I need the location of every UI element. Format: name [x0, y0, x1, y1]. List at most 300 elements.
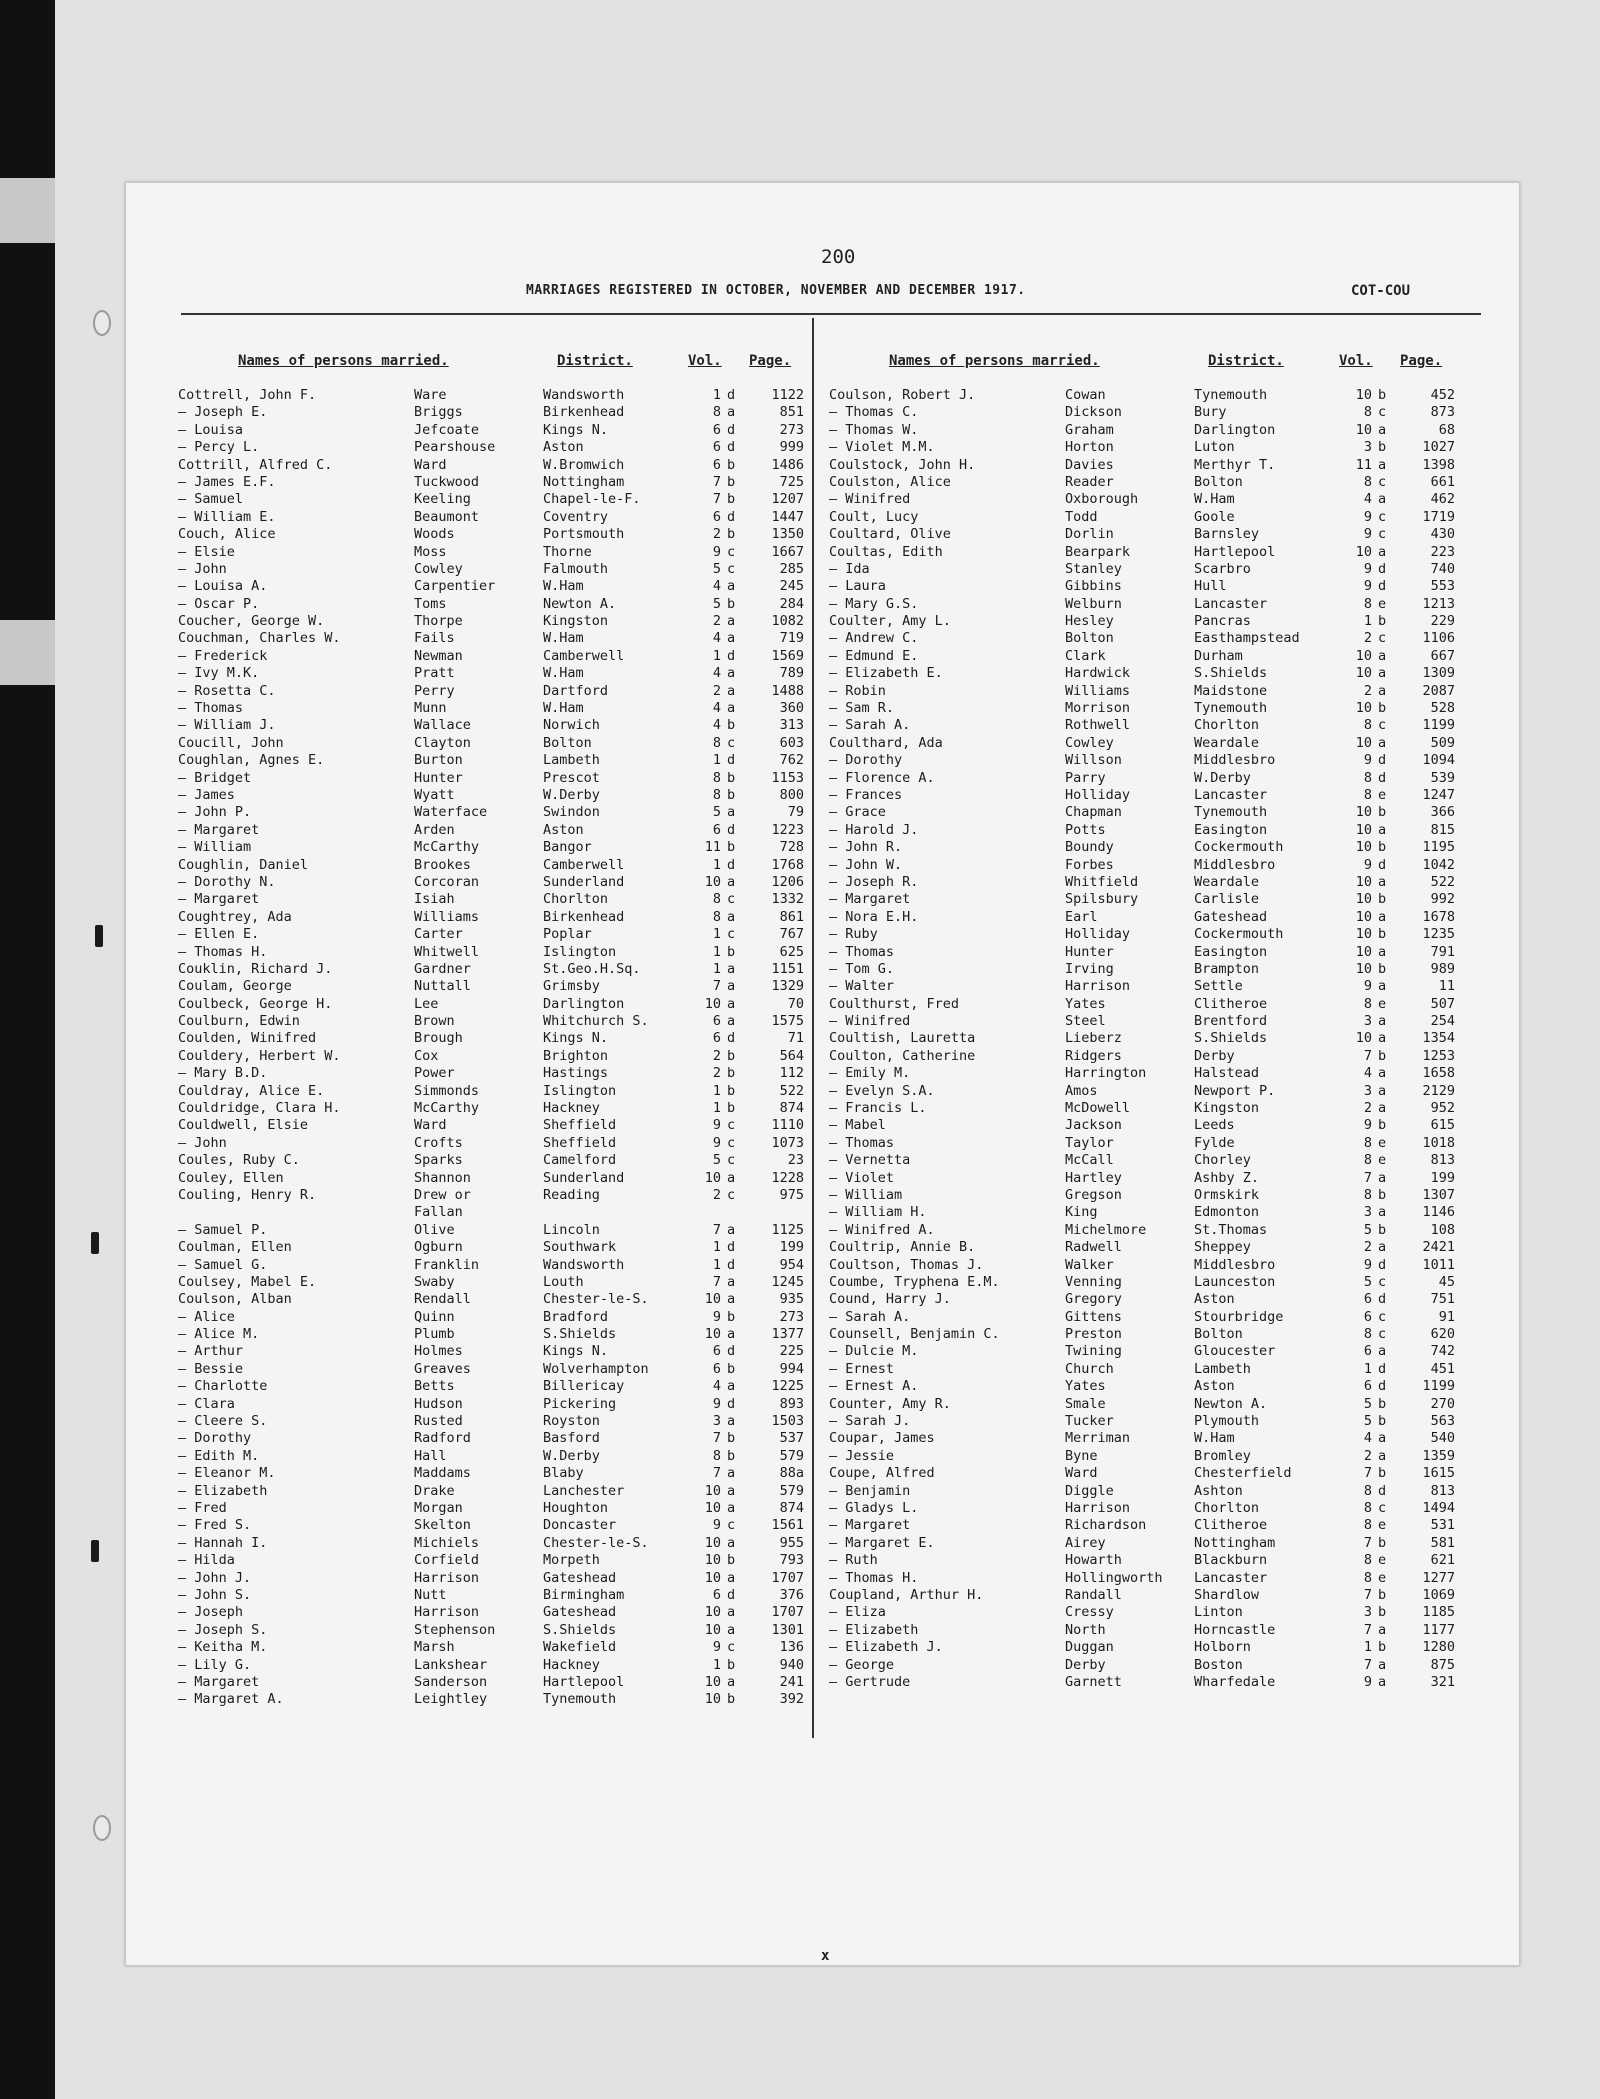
entry-volume-section: c: [1378, 630, 1387, 647]
entry-name: — Francis L.: [829, 1100, 927, 1117]
entry-volume: 1: [1363, 613, 1372, 630]
register-entry: [178, 595, 804, 613]
entry-name: — Hilda: [178, 1552, 235, 1569]
entry-volume-section: d: [727, 821, 736, 838]
entry-name: Coulthurst, Fred: [829, 995, 960, 1012]
entry-volume-section: b: [1378, 1639, 1387, 1656]
entry-volume-section: a: [727, 700, 736, 717]
entry-page: 528: [1430, 700, 1455, 717]
entry-name: — Robin: [829, 682, 886, 699]
entry-district: Camberwell: [543, 856, 625, 873]
entry-page: 767: [779, 926, 804, 943]
entry-volume: 10: [704, 1169, 721, 1186]
register-entry: [829, 821, 1455, 839]
entry-district: Sheppey: [1194, 1239, 1251, 1256]
register-entry: [829, 647, 1455, 665]
entry-district: Basford: [543, 1430, 600, 1447]
entry-page: 1151: [771, 960, 804, 977]
entry-spouse-surname: Tucker: [1065, 1413, 1114, 1430]
entry-volume-section: b: [1378, 1534, 1387, 1551]
entry-page: 861: [779, 908, 804, 925]
entry-page: 462: [1430, 491, 1455, 508]
entry-spouse-surname: Brookes: [414, 856, 471, 873]
entry-volume: 7: [1363, 1534, 1372, 1551]
entry-spouse-surname: Spilsbury: [1065, 891, 1139, 908]
register-entry: [829, 1204, 1455, 1221]
entry-spouse-surname: Amos: [1065, 1082, 1098, 1099]
entry-page: 392: [779, 1691, 804, 1708]
entry-spouse-surname: Gregory: [1065, 1291, 1122, 1308]
entry-spouse-surname: Greaves: [414, 1360, 471, 1377]
entry-volume: 6: [712, 1343, 721, 1360]
entry-page: 742: [1430, 1343, 1455, 1360]
entry-volume-section: e: [1378, 1152, 1387, 1169]
entry-page: 1082: [771, 613, 804, 630]
entry-district: Lambeth: [1194, 1360, 1251, 1377]
entry-spouse-surname: Betts: [414, 1378, 455, 1395]
entry-spouse-surname: Church: [1065, 1360, 1114, 1377]
entry-volume: 9: [712, 1308, 721, 1325]
entry-district: Bradford: [543, 1308, 609, 1325]
entry-volume: 9: [712, 1117, 721, 1134]
entry-spouse-surname: Morrison: [1065, 700, 1131, 717]
entry-volume-section: b: [1378, 700, 1387, 717]
entry-district: Royston: [543, 1413, 600, 1430]
entry-district: Halstead: [1194, 1065, 1260, 1082]
entry-volume: 10: [704, 1326, 721, 1343]
entry-volume-section: b: [727, 1691, 736, 1708]
entry-volume-section: b: [727, 473, 736, 490]
entry-volume: 9: [1363, 978, 1372, 995]
entry-page: 1207: [771, 491, 804, 508]
entry-volume-section: a: [727, 665, 736, 682]
entry-volume: 10: [1355, 421, 1372, 438]
entry-spouse-surname: Bearpark: [1065, 543, 1131, 560]
entry-volume-section: d: [727, 387, 736, 403]
entry-district: W.Derby: [543, 786, 600, 803]
entry-spouse-surname: Fails: [414, 630, 455, 647]
entry-spouse-surname: Holmes: [414, 1343, 463, 1360]
register-entry: [829, 856, 1455, 874]
entry-district: Chorley: [1194, 1152, 1251, 1169]
entry-volume-section: c: [727, 1186, 736, 1203]
register-entry: [829, 1604, 1455, 1621]
entry-volume-section: b: [1378, 1395, 1387, 1412]
entry-volume-section: b: [1378, 1047, 1387, 1064]
entry-page: 1678: [1422, 908, 1455, 925]
entry-district: Chester-le-S.: [543, 1291, 649, 1308]
entry-spouse-surname: Beaumont: [414, 508, 480, 525]
entry-page: 603: [779, 734, 804, 751]
entry-name: — Gladys L.: [829, 1500, 919, 1516]
entry-district: Scarbro: [1194, 560, 1251, 577]
register-entry: [178, 1169, 804, 1187]
entry-name: — Fred S.: [178, 1517, 252, 1534]
register-entry: [829, 1100, 1455, 1117]
entry-name: Coulbeck, George H.: [178, 995, 333, 1012]
entry-page: 1561: [771, 1517, 804, 1534]
entry-page: 1377: [771, 1326, 804, 1343]
entry-district: Boston: [1194, 1656, 1243, 1673]
entry-district: Hackney: [543, 1100, 600, 1117]
entry-volume: 8: [1363, 595, 1372, 612]
entry-volume-section: a: [1378, 1621, 1387, 1638]
entry-spouse-surname: Harrison: [1065, 978, 1131, 995]
entry-page: 563: [1430, 1413, 1455, 1430]
entry-page: 1503: [771, 1413, 804, 1430]
register-entry: [829, 526, 1455, 543]
register-entry: [178, 1639, 804, 1656]
entry-volume: 6: [712, 1030, 721, 1047]
entry-district: Nottingham: [543, 473, 625, 490]
entry-volume-section: a: [1378, 943, 1387, 960]
entry-district: St.Thomas: [1194, 1221, 1268, 1238]
entry-name: — Nora E.H.: [829, 908, 919, 925]
entry-page: 1488: [771, 682, 804, 699]
vol-header: Vol.: [688, 353, 722, 369]
entry-volume-section: d: [1378, 752, 1387, 769]
entry-volume: 1: [712, 1082, 721, 1099]
entry-volume-section: b: [1378, 1586, 1387, 1603]
entry-district: Falmouth: [543, 560, 609, 577]
entry-district: Gloucester: [1194, 1343, 1276, 1360]
entry-volume: 9: [1363, 1117, 1372, 1134]
entry-volume: 1: [712, 856, 721, 873]
entry-name: — John: [178, 560, 227, 577]
entry-spouse-surname: Howarth: [1065, 1552, 1122, 1569]
entry-volume-section: a: [727, 1169, 736, 1186]
register-entry: [829, 1673, 1455, 1691]
entry-page: 1199: [1422, 1378, 1455, 1395]
entry-page: 2421: [1422, 1239, 1455, 1256]
entry-district: Goole: [1194, 508, 1235, 525]
entry-district: Wharfedale: [1194, 1673, 1276, 1690]
entry-district: Gateshead: [543, 1569, 617, 1586]
entry-district: Launceston: [1194, 1273, 1276, 1290]
entry-name: Coulter, Amy L.: [829, 613, 951, 630]
entry-volume: 8: [1363, 404, 1372, 421]
entry-volume: 9: [712, 1134, 721, 1151]
entry-name: — William E.: [178, 508, 276, 525]
entry-page: 539: [1430, 769, 1455, 786]
register-entry: [178, 1569, 804, 1587]
register-entry: [178, 1656, 804, 1674]
entry-page: 537: [779, 1430, 804, 1447]
entry-volume: 7: [1363, 1047, 1372, 1064]
entry-spouse-surname: Corcoran: [414, 873, 480, 890]
entry-name: — Sam R.: [829, 700, 895, 717]
entry-district: Carlisle: [1194, 891, 1260, 908]
entry-page: 11: [1438, 978, 1455, 995]
entry-spouse-surname: Irving: [1065, 960, 1114, 977]
entry-page: 366: [1430, 804, 1455, 821]
register-entry: [178, 387, 804, 404]
entry-volume-section: b: [1378, 1465, 1387, 1482]
entry-spouse-surname: Earl: [1065, 908, 1098, 925]
district-header: District.: [557, 353, 633, 369]
entry-volume-section: c: [1378, 473, 1387, 490]
entry-volume-section: c: [1378, 717, 1387, 734]
entry-spouse-surname: Cressy: [1065, 1604, 1114, 1621]
entry-volume-section: a: [727, 1273, 736, 1290]
entry-district: Plymouth: [1194, 1413, 1260, 1430]
register-entry: [178, 473, 804, 491]
entry-volume: 7: [712, 1221, 721, 1238]
entry-district: Tynemouth: [1194, 700, 1268, 717]
entry-district: Aston: [543, 821, 584, 838]
register-entry: [178, 752, 804, 769]
register-entry: [178, 421, 804, 439]
entry-volume-section: d: [727, 752, 736, 769]
entry-name: Coulstock, John H.: [829, 456, 976, 473]
entry-volume-section: a: [1378, 491, 1387, 508]
entry-volume: 4: [712, 665, 721, 682]
entry-district: Coventry: [543, 508, 609, 525]
entry-district: W.Ham: [543, 578, 584, 595]
entry-volume-section: b: [1378, 387, 1387, 403]
entry-name: — Arthur: [178, 1343, 244, 1360]
entry-volume-section: d: [727, 421, 736, 438]
entry-district: Islington: [543, 1082, 617, 1099]
entry-name: Couchman, Charles W.: [178, 630, 341, 647]
entry-page: 360: [779, 700, 804, 717]
entry-volume-section: a: [727, 1621, 736, 1638]
entry-volume: 8: [1363, 1152, 1372, 1169]
entry-name: — Margaret A.: [178, 1691, 284, 1708]
entry-volume-section: a: [727, 1534, 736, 1551]
entry-volume-section: a: [727, 873, 736, 890]
entry-volume: 4: [1363, 1430, 1372, 1447]
entry-district: Hackney: [543, 1656, 600, 1673]
entry-volume: 2: [1363, 1100, 1372, 1117]
entry-page: 1350: [771, 526, 804, 543]
entry-spouse-surname: Simmonds: [414, 1082, 480, 1099]
entry-name: Couldwell, Elsie: [178, 1117, 309, 1134]
entry-name: — Joseph S.: [178, 1621, 268, 1638]
entry-spouse-surname: North: [1065, 1621, 1106, 1638]
entry-spouse-surname: Byne: [1065, 1447, 1098, 1464]
entry-name: Coulam, George: [178, 978, 292, 995]
entry-page: 621: [1430, 1552, 1455, 1569]
entry-volume: 3: [1363, 1013, 1372, 1030]
entry-spouse-surname: Wallace: [414, 717, 471, 734]
entry-district: Bolton: [1194, 473, 1243, 490]
entry-page: 661: [1430, 473, 1455, 490]
page-header: Page.: [1400, 353, 1443, 369]
entry-district: Bolton: [1194, 1326, 1243, 1343]
register-entry: [829, 978, 1455, 995]
right-column: [829, 353, 1455, 1691]
entry-spouse-surname: Ward: [414, 456, 447, 473]
entry-volume: 10: [1355, 908, 1372, 925]
entry-spouse-surname: Ridgers: [1065, 1047, 1122, 1064]
entry-name: — William J.: [178, 717, 276, 734]
entry-volume: 4: [712, 630, 721, 647]
entry-name: Couling, Henry R.: [178, 1186, 317, 1203]
entry-spouse-surname: Michelmore: [1065, 1221, 1147, 1238]
entry-volume: 10: [1355, 839, 1372, 856]
entry-volume-section: c: [727, 926, 736, 943]
entry-spouse-surname: Pearshouse: [414, 439, 496, 456]
register-entry: [178, 1047, 804, 1065]
entry-spouse-surname: Willson: [1065, 752, 1122, 769]
entry-volume-section: b: [727, 943, 736, 960]
entry-name: — Florence A.: [829, 769, 935, 786]
entry-spouse-surname: Ogburn: [414, 1239, 463, 1256]
entry-volume-section: c: [727, 1134, 736, 1151]
entry-page: 284: [779, 595, 804, 612]
entry-name: — Thomas: [829, 943, 895, 960]
entry-page: 1153: [771, 769, 804, 786]
entry-volume: 8: [1363, 995, 1372, 1012]
entry-page: 45: [1438, 1273, 1455, 1290]
register-entry: [178, 543, 804, 561]
entry-district: S.Shields: [543, 1326, 617, 1343]
entry-spouse-surname: Bolton: [1065, 630, 1114, 647]
entry-district: Brighton: [543, 1047, 609, 1064]
entry-volume: 8: [712, 891, 721, 908]
entry-name: Counsell, Benjamin C.: [829, 1326, 1000, 1343]
entry-district: Bromley: [1194, 1447, 1251, 1464]
entry-volume: 6: [712, 1360, 721, 1377]
entry-name: — Margaret: [829, 891, 911, 908]
entry-volume-section: c: [1378, 508, 1387, 525]
entry-volume: 4: [1363, 491, 1372, 508]
entry-page: 955: [779, 1534, 804, 1551]
entry-spouse-surname: Tuckwood: [414, 473, 480, 490]
entry-spouse-surname: Burton: [414, 752, 463, 769]
entry-volume-section: a: [727, 908, 736, 925]
entry-volume: 10: [1355, 821, 1372, 838]
entry-page: 254: [1430, 1013, 1455, 1030]
entry-district: Sheffield: [543, 1134, 617, 1151]
entry-district: Islington: [543, 943, 617, 960]
entry-volume-section: b: [1378, 1221, 1387, 1238]
entry-district: Kingston: [1194, 1100, 1260, 1117]
entry-volume-section: e: [1378, 1569, 1387, 1586]
entry-volume: 2: [712, 526, 721, 543]
entry-spouse-surname: Gittens: [1065, 1308, 1122, 1325]
entry-name: — John P.: [178, 804, 252, 821]
entry-volume: 9: [1363, 578, 1372, 595]
entry-volume-section: d: [1378, 1256, 1387, 1273]
entry-volume: 8: [1363, 1517, 1372, 1534]
entry-district: Kings N.: [543, 1030, 609, 1047]
entry-spouse-surname: Horton: [1065, 439, 1114, 456]
right-entries: [829, 387, 1455, 1691]
entry-district: Sunderland: [543, 1169, 625, 1186]
entry-volume-section: d: [727, 1256, 736, 1273]
entry-district: Leeds: [1194, 1117, 1235, 1134]
register-entry: [829, 943, 1455, 961]
page-title: MARRIAGES REGISTERED IN OCTOBER, NOVEMBER AND DECEMBER 1917.: [526, 283, 1026, 298]
entry-volume: 10: [704, 1569, 721, 1586]
register-entry: [178, 1621, 804, 1639]
entry-spouse-surname: Merriman: [1065, 1430, 1131, 1447]
entry-page: 992: [1430, 891, 1455, 908]
entry-page: 79: [787, 804, 804, 821]
entry-volume: 9: [1363, 1673, 1372, 1690]
entry-volume-section: b: [1378, 891, 1387, 908]
entry-volume-section: a: [727, 1378, 736, 1395]
entry-volume-section: a: [727, 578, 736, 595]
entry-name: — Margaret E.: [829, 1534, 935, 1551]
entry-name: Counter, Amy R.: [829, 1395, 951, 1412]
entry-volume: 8: [712, 734, 721, 751]
entry-spouse-surname: Toms: [414, 595, 447, 612]
entry-volume-section: a: [1378, 1656, 1387, 1673]
entry-page: 1253: [1422, 1047, 1455, 1064]
entry-volume: 4: [712, 700, 721, 717]
entry-name: Couch, Alice: [178, 526, 276, 543]
entry-page: 851: [779, 404, 804, 421]
register-entry: [178, 1447, 804, 1465]
entry-name: — William: [829, 1186, 903, 1203]
register-entry: [178, 1517, 804, 1534]
register-entry: [178, 1534, 804, 1552]
entry-volume-section: b: [727, 1552, 736, 1569]
register-entry: [829, 804, 1455, 821]
entry-district: W.Ham: [543, 665, 584, 682]
entry-spouse-surname: Moss: [414, 543, 447, 560]
entry-district: Blackburn: [1194, 1552, 1268, 1569]
register-entry: [178, 1326, 804, 1343]
entry-page: 1199: [1422, 717, 1455, 734]
register-entry: [178, 1586, 804, 1604]
entry-district: Bolton: [543, 734, 592, 751]
register-entry: [178, 1378, 804, 1395]
entry-name: — Winifred: [829, 1013, 911, 1030]
entry-district: Middlesbro: [1194, 1256, 1276, 1273]
register-entry: [829, 752, 1455, 769]
entry-spouse-surname: Graham: [1065, 421, 1114, 438]
entry-district: Newton A.: [543, 595, 617, 612]
entry-page: 71: [787, 1030, 804, 1047]
entry-volume: 1: [712, 960, 721, 977]
register-entry: [829, 1360, 1455, 1378]
entry-volume: 7: [712, 1430, 721, 1447]
entry-spouse-surname: Welburn: [1065, 595, 1122, 612]
entry-spouse-surname: Gregson: [1065, 1186, 1122, 1203]
entry-volume-section: a: [1378, 665, 1387, 682]
entry-spouse-surname: Duggan: [1065, 1639, 1114, 1656]
entry-district: Bury: [1194, 404, 1227, 421]
entry-name: Cottrell, John F.: [178, 387, 317, 403]
entry-page: 1280: [1422, 1639, 1455, 1656]
register-sheet: [125, 182, 1520, 1966]
register-entry: [178, 1413, 804, 1430]
entry-name: — Edmund E.: [829, 647, 919, 664]
entry-volume: 10: [704, 1500, 721, 1516]
entry-volume: 1: [712, 1239, 721, 1256]
entry-volume: 6: [1363, 1343, 1372, 1360]
entry-page: 1073: [771, 1134, 804, 1151]
register-entry: [829, 543, 1455, 561]
register-entry: [178, 1256, 804, 1274]
entry-volume-section: e: [1378, 995, 1387, 1012]
entry-name: — Louisa: [178, 421, 244, 438]
entry-volume-section: a: [727, 630, 736, 647]
entry-name: — Ruth: [829, 1552, 878, 1569]
entry-spouse-surname: Carter: [414, 926, 463, 943]
entry-district: S.Shields: [543, 1621, 617, 1638]
punch-hole: [93, 310, 111, 336]
entry-district: Doncaster: [543, 1517, 617, 1534]
entry-spouse-surname: Potts: [1065, 821, 1106, 838]
entry-spouse-surname: Garnett: [1065, 1673, 1122, 1690]
entry-page: 1177: [1422, 1621, 1455, 1638]
page-header: Page.: [749, 353, 792, 369]
